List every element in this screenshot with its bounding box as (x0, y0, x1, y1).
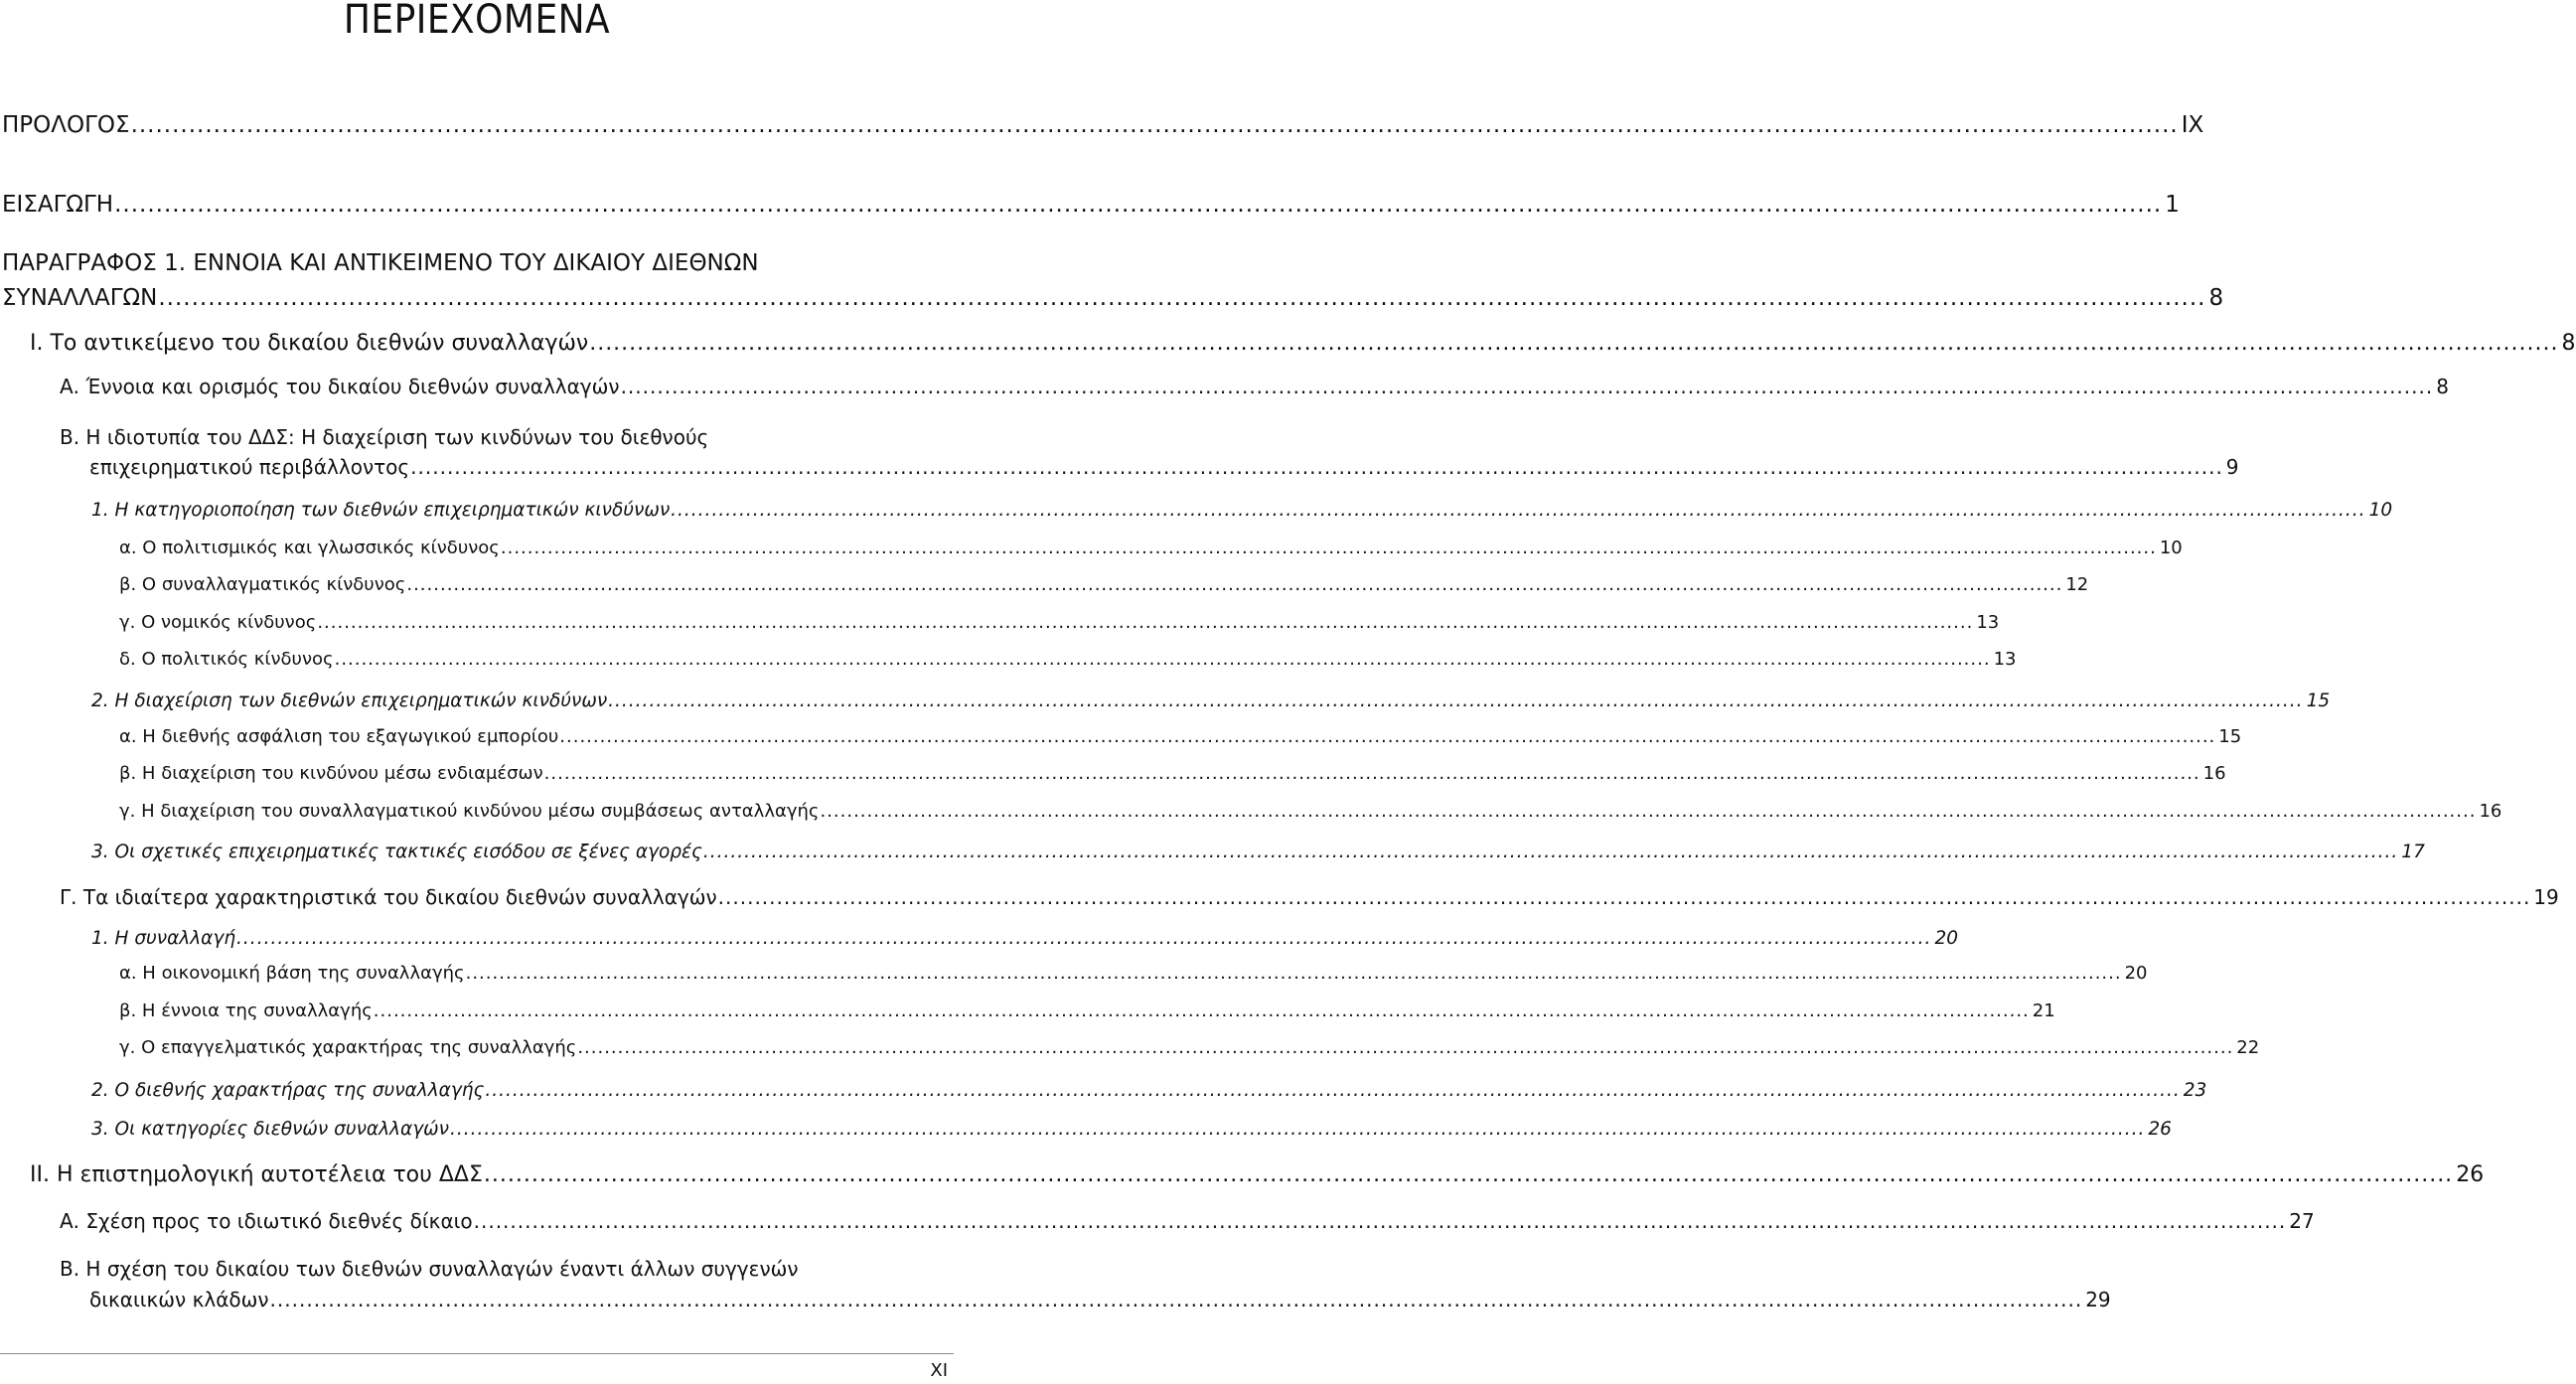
leader-dots (820, 801, 2476, 822)
toc-entry-subsection-b[interactable] (89, 455, 2239, 479)
toc-entry-text: α. Η οικονομική βάση της συναλλαγής (119, 963, 465, 984)
toc-entry-heading-line: ΠΑΡΑΓΡΑΦΟΣ 1. ΕΝΝΟΙΑ ΚΑΙ ΑΝΤΙΚΕΙΜΕΝΟ ΤΟΥ ΔΙΚΑΙΟΥ ΔΙΕΘΝΩΝ (2, 250, 759, 276)
toc-entry-text: β. Η έννοια της συναλλαγής (119, 1000, 373, 1021)
toc-page-number: 10 (2368, 500, 2393, 521)
toc-page-number: 20 (1934, 928, 1958, 949)
toc-page-number: 15 (2306, 691, 2331, 711)
toc-entry-prologue[interactable] (2, 112, 2204, 138)
toc-entry-item-3[interactable] (91, 842, 2425, 862)
toc-entry-text: δ. Ο πολιτικός κίνδυνος (119, 649, 334, 670)
leader-dots (703, 842, 2398, 862)
leader-dots (577, 1037, 2233, 1058)
toc-page-number: 21 (2032, 1000, 2055, 1021)
toc-page-number: 13 (1976, 612, 2000, 633)
toc-page-number: 26 (2456, 1162, 2485, 1187)
toc-entry-subitem[interactable] (119, 538, 2183, 558)
toc-entry-heading-line: Β. Η σχέση του δικαίου των διεθνών συναλλαγών έναντι άλλων συγγενών (60, 1257, 799, 1281)
leader-dots (485, 1080, 2180, 1101)
toc-page-number: 22 (2236, 1037, 2260, 1058)
leader-dots (544, 763, 2200, 784)
leader-dots (406, 574, 2062, 595)
toc-page-number: 1 (2165, 192, 2180, 218)
toc-entry-subsection-b[interactable] (89, 1288, 2111, 1311)
toc-entry-section-i[interactable] (30, 331, 2576, 356)
toc-entry-text: α. Η διεθνής ασφάλιση του εξαγωγικού εμπορίου (119, 726, 559, 747)
leader-dots (484, 1162, 2453, 1187)
toc-page-number: 17 (2401, 842, 2425, 862)
toc-page-number: 19 (2533, 885, 2559, 909)
toc-page-number: 15 (2218, 726, 2242, 747)
toc-entry-subitem[interactable] (119, 1000, 2055, 1021)
toc-page-number: 16 (2202, 763, 2226, 784)
leader-dots (589, 331, 2558, 356)
toc-entry-text: 3. Οι κατηγορίες διεθνών συναλλαγών (91, 1119, 449, 1140)
toc-entry-subitem[interactable] (119, 726, 2242, 747)
toc-entry-text: 1. Η συναλλαγή (91, 928, 236, 949)
toc-entry-subsection-a[interactable] (60, 1209, 2315, 1233)
toc-entry-text: ΕΙΣΑΓΩΓΗ (2, 192, 114, 218)
leader-dots (114, 192, 2162, 218)
toc-entry-subsection-a[interactable] (60, 375, 2449, 398)
toc-entry-text: ΠΡΟΛΟΓΟΣ (2, 112, 130, 138)
page-folio: XI (930, 1360, 948, 1381)
toc-entry-text: α. Ο πολιτισμικός και γλωσσικός κίνδυνος (119, 538, 500, 558)
toc-entry-subitem[interactable] (119, 1037, 2260, 1058)
leader-dots (466, 963, 2122, 984)
leader-dots (317, 612, 1973, 633)
toc-entry-item-1[interactable] (91, 928, 1958, 949)
leader-dots (236, 928, 1931, 949)
toc-entry-text: I. Το αντικείμενο του δικαίου διεθνών συναλλαγών (30, 331, 589, 356)
toc-entry-introduction[interactable] (2, 192, 2180, 218)
leader-dots (718, 885, 2531, 909)
toc-page-number: 8 (2561, 331, 2576, 356)
toc-entry-subitem[interactable] (119, 963, 2148, 984)
toc-page-number: 20 (2124, 963, 2148, 984)
toc-page-number: 8 (2436, 375, 2449, 398)
toc-entry-item-2[interactable] (91, 691, 2331, 711)
leader-dots (450, 1119, 2145, 1140)
footer-divider (0, 1353, 954, 1354)
toc-page-number: 27 (2289, 1209, 2315, 1233)
toc-entry-text: β. Ο συναλλαγματικός κίνδυνος (119, 574, 406, 595)
toc-entry-section-ii[interactable] (30, 1162, 2485, 1187)
toc-entry-text: γ. Ο επαγγελματικός χαρακτήρας της συναλλαγής (119, 1037, 577, 1058)
toc-page-number: 12 (2065, 574, 2089, 595)
toc-entry-text: Α. Έννοια και ορισμός του δικαίου διεθνών συναλλαγών (60, 375, 620, 398)
leader-dots (608, 691, 2303, 711)
toc-entry-text: Α. Σχέση προς το ιδιωτικό διεθνές δίκαιο (60, 1209, 473, 1233)
toc-entry-subitem[interactable] (119, 612, 2000, 633)
toc-entry-text: 2. Η διαχείριση των διεθνών επιχειρηματικών κινδύνων (91, 691, 608, 711)
toc-entry-item-2[interactable] (91, 1080, 2207, 1101)
leader-dots (374, 1000, 2030, 1021)
toc-page-number: 29 (2085, 1288, 2111, 1311)
toc-entry-text: γ. Ο νομικός κίνδυνος (119, 612, 317, 633)
toc-entry-item-3[interactable] (91, 1119, 2172, 1140)
toc-entry-text: επιχειρηματικού περιβάλλοντος (89, 455, 410, 479)
toc-page-number: 9 (2225, 455, 2239, 479)
leader-dots (559, 726, 2215, 747)
page-title: ΠΕΡΙΕΧΟΜΕΝΑ (343, 0, 611, 43)
leader-dots (131, 112, 2179, 138)
toc-page-number: 16 (2479, 801, 2502, 822)
toc-entry-subitem[interactable] (119, 801, 2502, 822)
toc-entry-text: δικαιικών κλάδων (89, 1288, 269, 1311)
toc-entry-subitem[interactable] (119, 649, 2017, 670)
toc-page-number: 10 (2159, 538, 2183, 558)
leader-dots (474, 1209, 2287, 1233)
toc-page-number: 23 (2183, 1080, 2207, 1101)
leader-dots (671, 500, 2365, 521)
toc-entry-heading-line: Β. Η ιδιοτυπία του ΔΔΣ: Η διαχείριση των κινδύνων του διεθνούς (60, 425, 709, 449)
toc-entry-text: γ. Η διαχείριση του συναλλαγματικού κινδύνου μέσω συμβάσεως ανταλλαγής (119, 801, 820, 822)
toc-page-number: 13 (1993, 649, 2017, 670)
toc-entry-text: II. Η επιστημολογική αυτοτέλεια του ΔΔΣ (30, 1162, 483, 1187)
toc-page-number: 26 (2148, 1119, 2172, 1140)
toc-entry-subsection-c[interactable] (60, 885, 2559, 909)
toc-entry-paragraph-1[interactable] (2, 285, 2224, 311)
leader-dots (335, 649, 1991, 670)
leader-dots (501, 538, 2157, 558)
leader-dots (270, 1288, 2083, 1311)
toc-entry-item-1[interactable] (91, 500, 2393, 521)
toc-entry-subitem[interactable] (119, 574, 2089, 595)
leader-dots (621, 375, 2434, 398)
toc-page-number: 8 (2208, 285, 2224, 311)
toc-page-number: IX (2181, 112, 2204, 138)
leader-dots (158, 285, 2205, 311)
toc-entry-text: 1. Η κατηγοριοποίηση των διεθνών επιχειρηματικών κινδύνων (91, 500, 671, 521)
toc-entry-text: ΣΥΝΑΛΛΑΓΩΝ (2, 285, 158, 311)
toc-entry-text: 3. Οι σχετικές επιχειρηματικές τακτικές εισόδου σε ξένες αγορές (91, 842, 702, 862)
toc-entry-text: 2. Ο διεθνής χαρακτήρας της συναλλαγής (91, 1080, 485, 1101)
leader-dots (410, 455, 2223, 479)
toc-entry-text: Γ. Τα ιδιαίτερα χαρακτηριστικά του δικαίου διεθνών συναλλαγών (60, 885, 717, 909)
toc-entry-subitem[interactable] (119, 763, 2226, 784)
toc-entry-text: β. Η διαχείριση του κινδύνου μέσω ενδιαμέσων (119, 763, 543, 784)
